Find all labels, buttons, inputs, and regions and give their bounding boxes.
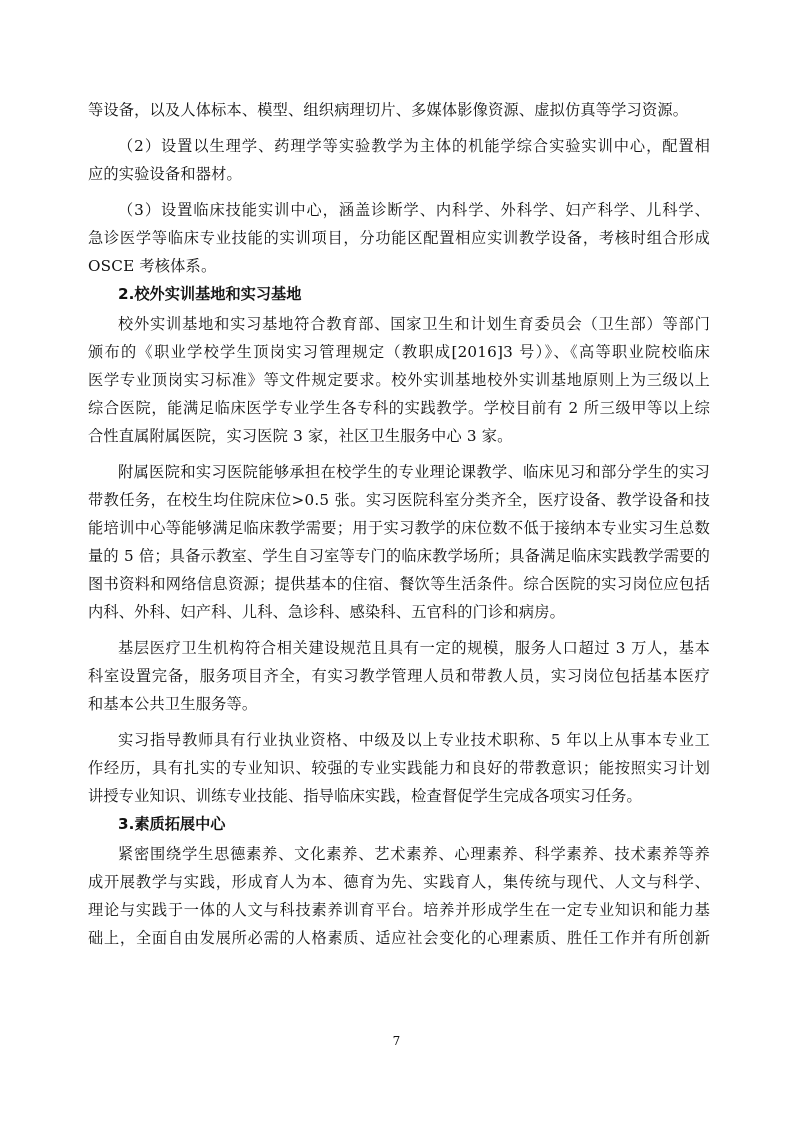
text-line: 校外实训基地和实习基地符合教育部、国家卫生和计划生育委员会（卫生部）等部门	[118, 315, 710, 333]
paragraph	[88, 634, 710, 718]
text-line: OSCE 考核体系。	[88, 257, 217, 275]
text-line: 作经历，具有扎实的专业知识、较强的专业实践能力和良好的带教意识；能按照实习计划	[88, 759, 710, 777]
text-line: 讲授专业知识、训练专业技能、指导临床实践，检查督促学生完成各项实习任务。	[88, 787, 642, 805]
text-line: 科室设置完备，服务项目齐全，有实习教学管理人员和带教人员，实习岗位包括基本医疗	[88, 667, 710, 685]
paragraph-gap	[88, 718, 710, 726]
paragraph-gap	[88, 450, 710, 458]
text-line: （2）设置以生理学、药理学等实验教学为主体的机能学综合实验实训中心，配置相	[118, 137, 710, 155]
text-line: 综合医院，能满足临床医学专业学生各专科的实践教学。学校目前有 2 所三级甲等以上综	[88, 399, 710, 417]
paragraph	[88, 132, 710, 188]
paragraph-gap	[88, 124, 710, 132]
text-line: 附属医院和实习医院能够承担在校学生的专业理论课教学、临床见习和部分学生的实习	[118, 463, 710, 481]
text-line: 成开展教学与实践，形成育人为本、德育为先、实践育人，集传统与现代、人文与科学、	[88, 873, 710, 891]
text-line: （3）设置临床技能实训中心，涵盖诊断学、内科学、外科学、妇产科学、儿科学、	[118, 201, 710, 219]
text-line: 础上，全面自由发展所必需的人格素质、适应社会变化的心理素质、胜任工作并有所创新	[88, 929, 710, 947]
text-line: 紧密围绕学生思德素养、文化素养、艺术素养、心理素养、科学素养、技术素养等养	[118, 845, 710, 863]
text-line: 等设备，以及人体标本、模型、组织病理切片、多媒体影像资源、虚拟仿真等学习资源。	[88, 101, 689, 119]
text-line: 医学专业顶岗实习标准》等文件规定要求。校外实训基地校外实训基地原则上为三级以上	[88, 371, 710, 389]
text-line: 带教任务，在校生均住院床位>0.5 张。实习医院科室分类齐全，医疗设备、教学设备和技	[88, 491, 710, 509]
text-line: 理论与实践于一体的人文与科技素养训育平台。培养并形成学生在一定专业知识和能力基	[88, 901, 710, 919]
paragraph	[88, 840, 710, 952]
text-line: 急诊医学等临床专业技能的实训项目，分功能区配置相应实训教学设备，考核时组合形成	[88, 229, 710, 247]
paragraph	[88, 726, 710, 810]
text-line: 图书资料和网络信息资源；提供基本的住宿、餐饮等生活条件。综合医院的实习岗位应包括	[88, 575, 710, 593]
paragraph	[88, 96, 710, 124]
section-heading: 3.素质拓展中心	[118, 815, 226, 833]
page-number: 7	[392, 1034, 401, 1048]
text-line: 内科、外科、妇产科、儿科、急诊科、感染科、五官科的门诊和病房。	[88, 603, 566, 621]
paragraph	[88, 310, 710, 450]
text-line: 基层医疗卫生机构符合相关建设规范且具有一定的规模，服务人口超过 3 万人，基本	[118, 639, 710, 657]
text-line: 颁布的《职业学校学生顶岗实习管理规定（教职成[2016]3 号）》、《高等职业院校临床	[88, 343, 710, 361]
paragraph	[88, 196, 710, 280]
text-line: 实习指导教师具有行业执业资格、中级及以上专业技术职称、5 年以上从事本专业工	[118, 731, 710, 749]
text-line: 合性直属附属医院，实习医院 3 家，社区卫生服务中心 3 家。	[88, 427, 513, 445]
text-line: 量的 5 倍；具备示教室、学生自习室等专门的临床教学场所；具备满足临床实践教学需要的	[88, 547, 710, 565]
paragraph	[88, 458, 710, 626]
document-body	[88, 96, 710, 952]
text-line: 和基本公共卫生服务等。	[88, 695, 258, 713]
text-line: 能培训中心等能够满足临床教学需要；用于实习教学的床位数不低于接纳本专业实习生总数	[88, 519, 710, 537]
text-line: 应的实验设备和器材。	[88, 165, 242, 183]
section-heading: 2.校外实训基地和实习基地	[118, 285, 302, 303]
paragraph-gap	[88, 626, 710, 634]
paragraph-gap	[88, 188, 710, 196]
